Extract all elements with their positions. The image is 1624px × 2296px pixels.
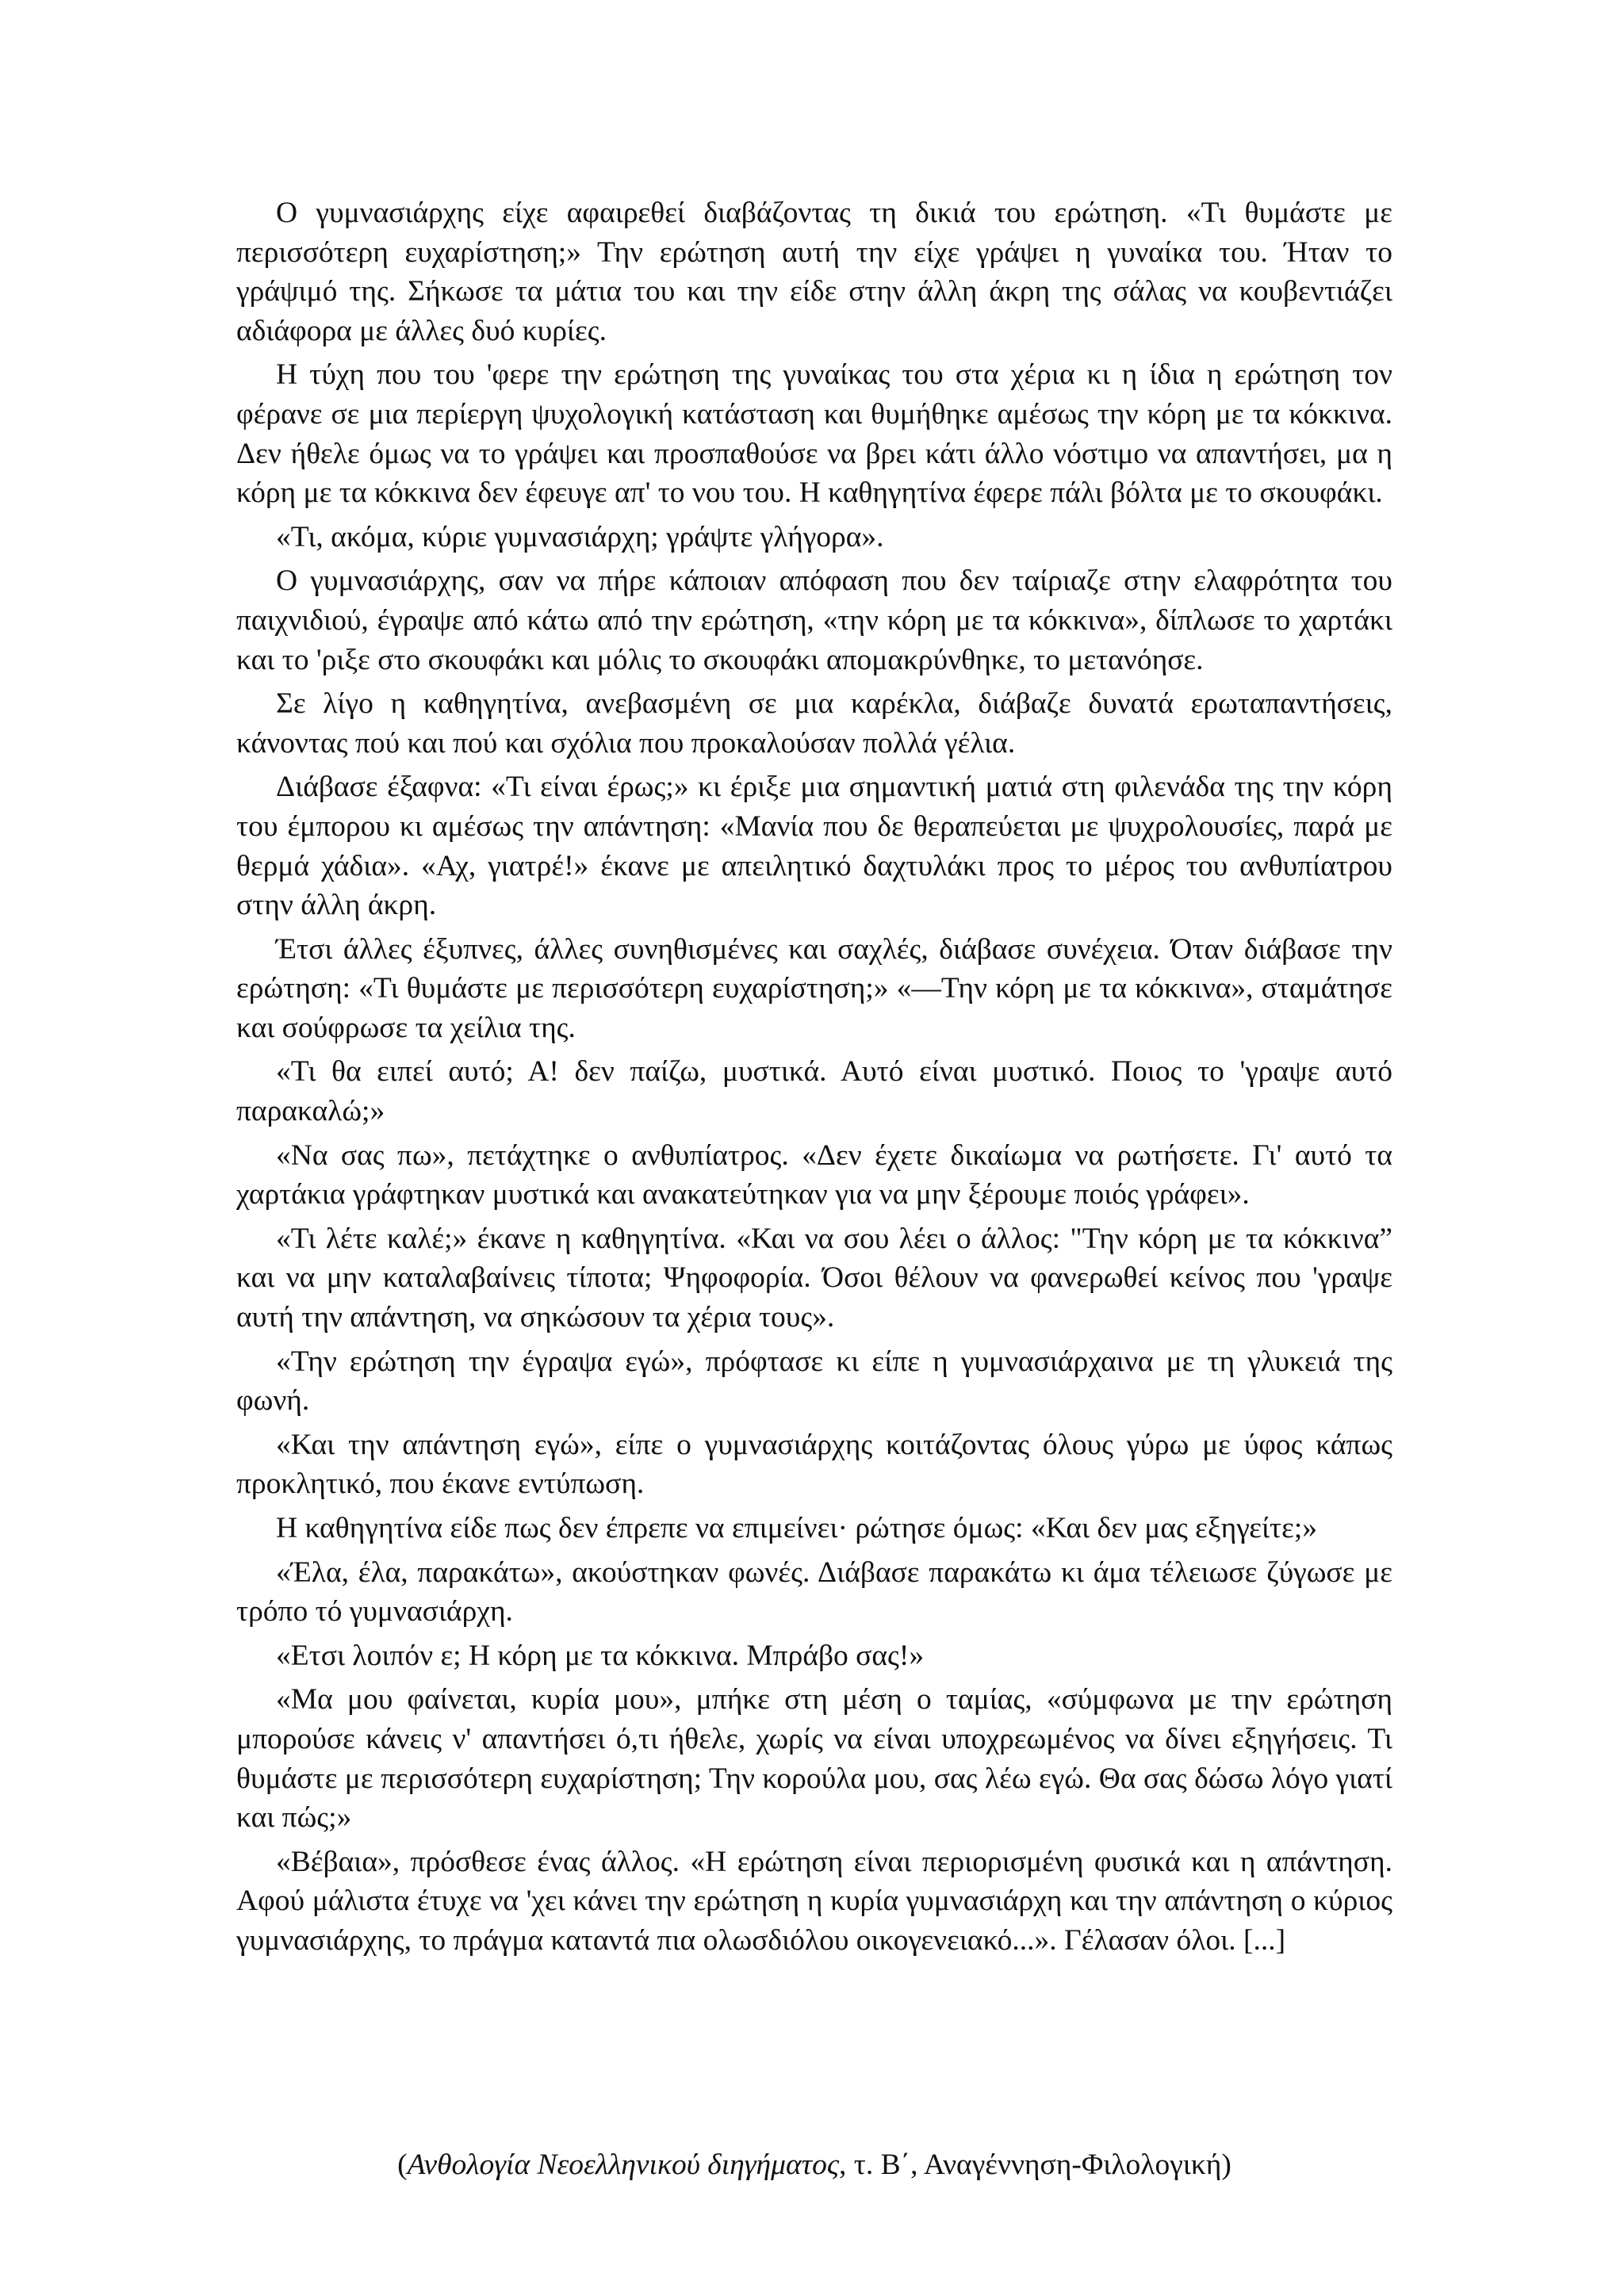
citation-open: ( — [397, 2149, 408, 2181]
paragraph: «Έλα, έλα, παρακάτω», ακούστηκαν φωνές. Διάβασε παρακάτω κι άμα τέλειωσε ζύγωσε με τρόπο τό γυμνασιάρχη. — [236, 1556, 1392, 1628]
paragraph: «Μα μου φαίνεται, κυρία μου», μπήκε στη μέση ο ταμίας, «σύμφωνα με την ερώτηση μπορούσε κάνεις ν' απαντήσει ό,τι ήθελε, χωρίς να είναι υποχρεωμένος να δίνει εξηγήσεις. Τι θυμάστε με περισσότερη ευχαρίστηση; Την κορούλα μου, σας λέω εγώ. Θα σας δώσω λόγο γιατί και πώς;» — [236, 1683, 1392, 1835]
paragraph: «Τι λέτε καλέ;» έκανε η καθηγητίνα. «Και να σου λέει ο άλλος: "Την κόρη με τα κόκκινα” και να μην καταλαβαίνεις τίποτα; Ψηφοφορία. Όσοι θέλουν να φανερωθεί κείνος που 'γραψε αυτή την απάντηση, να σηκώσουν τα χέρια τους». — [236, 1222, 1392, 1334]
paragraph: «Βέβαια», πρόσθεσε ένας άλλος. «Η ερώτηση είναι περιορισμένη φυσικά και η απάντηση. Αφού μάλιστα έτυχε να 'χει κάνει την ερώτηση η κυρία γυμνασιάρχη και την απάντηση ο κύριος γυμνασιάρχης, το πράγμα καταντά πια ολωσδιόλου οικογενειακό...». Γέλασαν όλοι. [...] — [236, 1845, 1392, 1957]
paragraph: «Την ερώτηση την έγραψα εγώ», πρόφτασε κι είπε η γυμνασιάρχαινα με τη γλυκειά της φωνή. — [236, 1345, 1392, 1418]
paragraph: «Τι θα ειπεί αυτό; Α! δεν παίζω, μυστικά. Αυτό είναι μυστικό. Ποιος το 'γραψε αυτό παρακαλώ;» — [236, 1055, 1392, 1128]
paragraph: Διάβασε έξαφνα: «Τι είναι έρως;» κι έριξε μια σημαντική ματιά στη φιλενάδα της την κόρη του έμπορου κι αμέσως την απάντηση: «Μανία που δε θεραπεύεται με ψυχρολουσίες, παρά με θερμά χάδια». «Αχ, γιατρέ!» έκανε με απειλητικό δαχτυλάκι προς το μέρος του ανθυπίατρου στην άλλη άκρη. — [236, 771, 1392, 922]
paragraph: Η τύχη που του 'φερε την ερώτηση της γυναίκας του στα χέρια κι η ίδια η ερώτηση τον φέρανε σε μια περίεργη ψυχολογική κατάσταση και θυμήθηκε αμέσως την κόρη με τα κόκκινα. Δεν ήθελε όμως να το γράψει και προσπαθούσε να βρει κάτι άλλο νόστιμο να απαντήσει, μα η κόρη με τα κόκκινα δεν έφευγε απ' το νου του. Η καθηγητίνα έφερε πάλι βόλτα με το σκουφάκι. — [236, 358, 1392, 510]
paragraph: Η καθηγητίνα είδε πως δεν έπρεπε να επιμείνει· ρώτησε όμως: «Και δεν μας εξηγείτε;» — [276, 1512, 1318, 1544]
paragraph: «Και την απάντηση εγώ», είπε ο γυμνασιάρχης κοιτάζοντας όλους γύρω με ύφος κάπως προκλητικό, που έκανε εντύπωση. — [236, 1428, 1392, 1501]
paragraph: Ο γυμνασιάρχης είχε αφαιρεθεί διαβάζοντας τη δικιά του ερώτηση. «Τι θυμάστε με περισσότερη ευχαρίστηση;» Την ερώτηση αυτή την είχε γράψει η γυναίκα του. Ήταν το γράψιμό της. Σήκωσε τα μάτια του και την είδε στην άλλη άκρη της σάλας να κουβεντιάζει αδιάφορα με άλλες δυό κυρίες. — [236, 197, 1392, 347]
paragraph: «Να σας πω», πετάχτηκε ο ανθυπίατρος. «Δεν έχετε δικαίωμα να ρωτήσετε. Γι' αυτό τα χαρτάκια γράφτηκαν μυστικά και ανακατεύτηκαν για να μην ξέρουμε ποιός γράφει». — [236, 1138, 1392, 1211]
paragraph: Σε λίγο η καθηγητίνα, ανεβασμένη σε μια καρέκλα, διάβαζε δυνατά ερωταπαντήσεις, κάνοντας πού και πού και σχόλια που προκαλούσαν πολλά γέλια. — [236, 687, 1392, 760]
citation-book-title: Ανθολογία Νεοελληνικού διηγήματος — [407, 2149, 840, 2181]
paragraph: Ο γυμνασιάρχης, σαν να πήρε κάποιαν απόφαση που δεν ταίριαζε στην ελαφρότητα του παιχνιδιού, έγραψε από κάτω από την ερώτηση, «την κόρη με τα κόκκινα», δίπλωσε το χαρτάκι και το 'ριξε στο σκουφάκι και μόλις το σκουφάκι απομακρύνθηκε, το μετανόησε. — [236, 564, 1392, 676]
paragraph: «Ετσι λοιπόν ε; Η κόρη με τα κόκκινα. Μπράβο σας!» — [276, 1639, 925, 1672]
source-citation — [236, 2145, 1392, 2185]
story-text — [236, 193, 1392, 1965]
paragraph: «Τι, ακόμα, κύριε γυμνασιάρχη; γράψτε γλήγορα». — [276, 520, 884, 553]
paragraph: Έτσι άλλες έξυπνες, άλλες συνηθισμένες και σαχλές, διάβασε συνέχεια. Όταν διάβασε την ερώτηση: «Τι θυμάστε με περισσότερη ευχαρίστηση;» «—Την κόρη με τα κόκκινα», σταμάτησε και σούφρωσε τα χείλια της. — [236, 932, 1392, 1044]
citation-details: , τ. Β΄, Αναγέννηση-Φιλολογική) — [839, 2149, 1231, 2181]
